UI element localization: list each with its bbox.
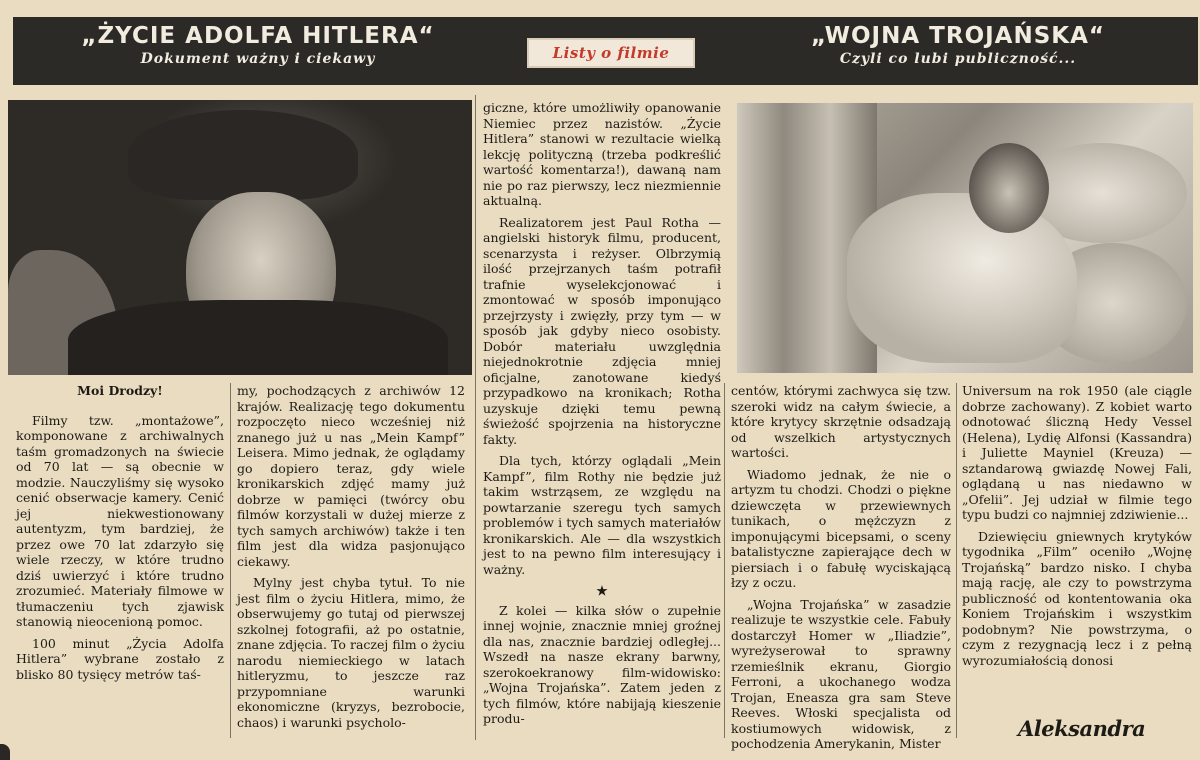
- paragraph: Z kolei — kilka słów o zupełnie innej wojnie, znacznie mniej groźnej dla nas, znacznie bardziej odległej... Wszedł na nasze ekrany barwny, szerokoekranowy film-widowisko: „Wojna Trojańska”. Zatem jeden z tych filmów, które nabijają kieszenie produ-: [483, 602, 721, 726]
- actress-photo: [737, 103, 1193, 373]
- right-subtitle: Czyli co lubi publiczność...: [839, 51, 1077, 67]
- right-title: „WOJNA TROJAŃSKA“: [810, 23, 1106, 49]
- column-rule: [475, 95, 476, 740]
- left-subtitle: Dokument ważny i ciekawy: [140, 51, 376, 67]
- left-title: „ŻYCIE ADOLFA HITLERA“: [81, 23, 435, 49]
- paragraph: Realizatorem jest Paul Rotha — angielski historyk filmu, producent, scenarzysta i reżyser. Olbrzymią ilość przejrzanych taśm potrafił trafnie wyselekcjonować i zmontować w sposób imponująco przejrzysty i zwięzły, przy tym — w sposób jak gdyby nieco osobisty. Dobór materiału uwzględnia niejednokrotnie zdjęcia mniej oficjalne, zanotowane kiedyś przypadkowo na kronikach; Rotha uzyskuje dzięki temu pewną świeżość spojrzenia na historyczne fakty.: [483, 214, 721, 447]
- star-separator: ★: [596, 583, 608, 598]
- article-column-4: [731, 383, 951, 758]
- column-rule: [724, 383, 725, 738]
- signature: Aleksandra: [1018, 716, 1146, 741]
- right-headline: [743, 17, 1173, 67]
- section-badge: Listy o filmie: [527, 38, 695, 68]
- page-corner-mark: [0, 744, 10, 760]
- article-column-3: [483, 100, 721, 733]
- paragraph: Dziewięciu gniewnych krytyków tygodnika „Film” oceniło „Wojnę Trojańską” bardzo nisko. I chyba mają rację, ale czy to powstrzyma publiczność od kontentowania oka Koniem Trojańskim i wszystkim podobnym? Nie powstrzyma, o czym z rezygnacją lecz i z pełną wyrozumiałością donosi: [962, 528, 1192, 668]
- article-column-1: [16, 383, 224, 688]
- paragraph: „Wojna Trojańska” w zasadzie realizuje te wszystkie cele. Fabuły dostarczył Homer w „Iliadzie”, wyreżyserował to sprawny rzemieślnik ekranu, Giorgio Ferroni, a ukochanego wodza Trojan, Eneasza gra sam Steve Reeves. Włoski specjalista od kostiumowych widowisk, z pochodzenia Amerykanin, Mister: [731, 596, 951, 751]
- paragraph: 100 minut „Życia Adolfa Hitlera” wybrane zostało z blisko 80 tysięcy metrów taś-: [16, 635, 224, 682]
- paragraph: centów, którymi zachwyca się tzw. szeroki widz na całym świecie, a które krytycy skrzętnie odsadzają od wszelkich artystycznych wartości.: [731, 383, 951, 460]
- left-headline: [43, 17, 473, 67]
- article-column-5: [962, 383, 1192, 674]
- paragraph: giczne, które umożliwiły opanowanie Niemiec przez nazistów. „Życie Hitlera” stanowi w rezultacie wielką lekcję polityczną (trzeba podkreślić wartość komentarza!), dawaną nam nie po raz pierwszy, lecz niezmiennie aktualną.: [483, 100, 721, 208]
- column-rule: [230, 383, 231, 738]
- paragraph: Dla tych, którzy oglądali „Mein Kampf”, film Rothy nie będzie już takim wstrząsem, ze względu na powtarzanie szeregu tych samych problemów i tych samych materiałów kronikarskich. Ale — dla wszystkich jest to na pewno film interesujący i ważny.: [483, 453, 721, 577]
- header-banner: [13, 17, 1198, 85]
- paragraph: Wiadomo jednak, że nie o artyzm tu chodzi. Chodzi o piękne dziewczęta w przewiewnych tunikach, o mężczyzn z imponującymi bicepsami, o sceny batalistyczne zapierające dech w piersiach i o fabułę wyciskającą łzy z oczu.: [731, 466, 951, 590]
- paragraph: Universum na rok 1950 (ale ciągle dobrze zachowany). Z kobiet warto odnotować śliczną Hedy Vessel (Helena), Lydię Alfonsi (Kassandra) i Juliette Mayniel (Kreuza) — sztandarową gwiazdę Nowej Fali, oglądaną u nas niedawno w „Ofelii”. Jej udział w filmie tego typu budzi co najmniej zdziwienie...: [962, 383, 1192, 522]
- paragraph: Mylny jest chyba tytuł. To nie jest film o życiu Hitlera, mimo, że obserwujemy go tutaj od pierwszej szkolnej fotografii, aż po ostatnie, znane zdjęcia. To raczej film o życiu narodu niemieckiego w latach hitleryzmu, to jeszcze raz przypomniane warunki ekonomiczne (kryzys, bezrobocie, chaos) i warunki psycholo-: [237, 575, 465, 730]
- article-column-2: [237, 383, 465, 736]
- hitler-photo: [8, 100, 472, 375]
- column-rule: [956, 383, 957, 738]
- paragraph: my, pochodzących z archiwów 12 krajów. Realizację tego dokumentu rozpoczęto nieco wcześniej niż znanego już u nas „Mein Kampf” Leisera. Mimo jednak, że oglądamy go dopiero teraz, gdy wiele kronikarskich zdjęć mamy już dobrze w pamięci (twórcy obu filmów korzystali w dużej mierze z tych samych archiwów) także i ten film jest dla widza pasjonująco ciekawy.: [237, 383, 465, 569]
- paragraph: Filmy tzw. „montażowe”, komponowane z archiwalnych taśm gromadzonych na świecie od 70 lat — są obecnie w modzie. Nauczyliśmy się wysoko cenić obserwacje kamery. Cenić jej niekwestionowany autentyzm, tym bardziej, że przez owe 70 lat zdarzyło się wiele rzeczy, w które trudno dziś uwierzyć i które trudno zrozumieć. Materiały filmowe w tłumaczeniu tych zjawisk stanowią nieocenioną pomoc.: [16, 412, 224, 629]
- greeting: Moi Drodzy!: [77, 383, 163, 398]
